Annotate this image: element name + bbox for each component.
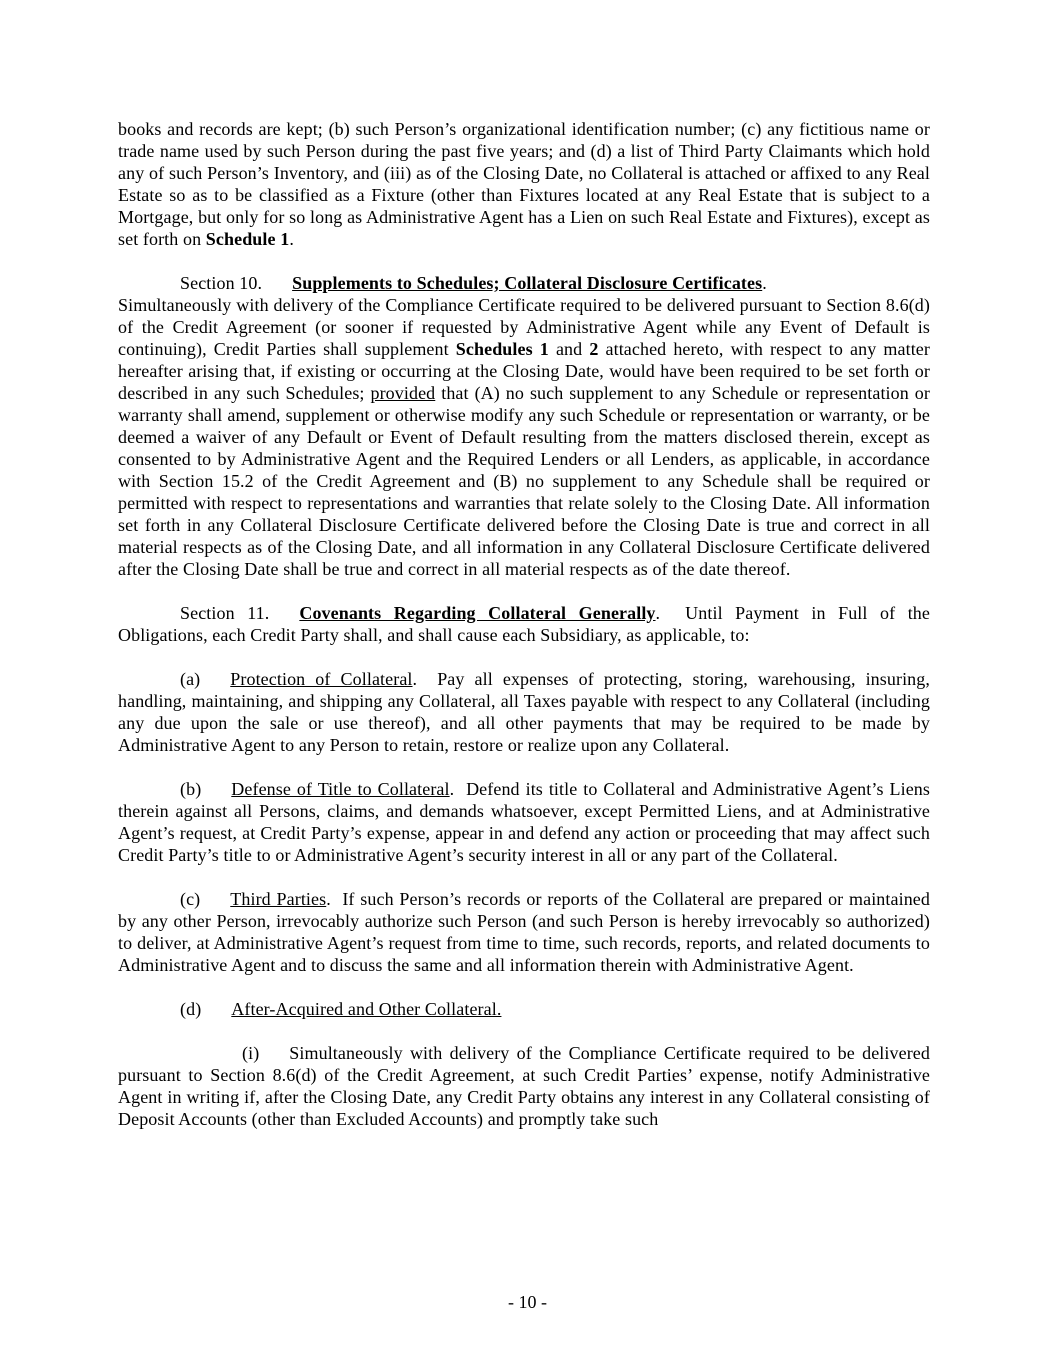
text-run: . Until Payment in Full of the Obligations, each Credit Party shall, and shall cause each Subsidiary, as applicable, to: [118,603,931,645]
text-run: that (A) no such supplement to any Schedule or representation or warranty shall amend, supplement or otherwise modify any such Schedule or representation or warranty, or be deemed a waiver of any Default or Event of Default resulting from the matters disclosed therein, except as consented to by Administrative Agent and the Required Lenders or all Lenders, as applicable, in accordance with Section 15.2 of the Credit Agreement and (B) no supplement to any Schedule shall be required or permitted with respect to representations and warranties that relate solely to the Closing Date. All information set forth in any Collateral Disclosure Certificate delivered before the Closing Date is true and correct in all material respects as of the Closing Date, and all information in any Collateral Disclosure Certificate delivered after the Closing Date shall be true and correct in all material respects as of the date thereof. [118,383,930,579]
text-run: . [289,229,294,249]
para-item-c-third-parties [118,888,930,976]
text-run: books and records are kept; (b) such Person’s organizational identification number; (c) any fictitious name or trade name used by such Person during the past five years; and (d) a list of Third Party Claimants which hold any of such Person’s Inventory, and (iii) as of the Closing Date, no Collateral is attached or affixed to any Real Estate so as to be classified as a Fixture (other than Fixtures located at any Real Estate that is subject to a Mortgage, but only for so long as Administrative Agent has a Lien on such Real Estate and Fixtures), except as set forth on [118,119,930,249]
emphasized-text-run: Third Parties [230,889,327,909]
text-run: . Defend its title to Collateral and Administrative Agent’s Liens therein against all Persons, claims, and demands whatsoever, except Permitted Liens, and at Administrative Agent’s request, at Credit Party’s expense, appear in and defend any action or proceeding that may affect such Credit Party’s title to or Administrative Agent’s security interest in all or any part of the Collateral. [118,779,930,865]
text-run: . [762,273,767,293]
text-run: (d) [180,999,202,1019]
text-run: Simultaneously with delivery of the Compliance Certificate required to be delivered pursuant to Section 8.6(d) of the Credit Agreement (or sooner if requested by Administrative Agent while any Event of Default is continuing), Credit Parties shall supplement [118,295,930,359]
text-run: . If such Person’s records or reports of the Collateral are prepared or maintained by any other Person, irrevocably authorize such Person (and such Person is hereby irrevocably so authorized) to deliver, at Administrative Agent’s request from time to time, such records, reports, and related documents to Administrative Agent and to discuss the same and all information therein with Administrative Agent. [118,889,930,975]
emphasized-text-run: Covenants Regarding Collateral Generally [299,603,656,623]
text-run: attached hereto, with respect to any matter hereafter arising that, if existing or occurring at the Closing Date, would have been required to be set forth or described in any such Schedules; [118,339,930,403]
text-run: Section 11. [180,603,270,623]
para-section-11-covenants-regarding-collateral [118,602,930,646]
text-run: and [548,339,590,359]
para-section-10-supplements-to-schedules [118,272,930,580]
emphasized-text-run: provided [370,383,436,403]
text-run: (i) [242,1043,260,1063]
emphasized-text-run: Schedule 1 [205,229,290,249]
emphasized-text-run: Protection of Collateral [230,669,413,689]
para-item-d-after-acquired-collateral [118,998,930,1020]
emphasized-text-run: 2 [589,339,599,359]
text-run: Simultaneously with delivery of the Compliance Certificate required to be delivered pursuant to Section 8.6(d) of the Credit Agreement, at such Credit Parties’ expense, notify Administrative Agent in writing if, after the Closing Date, any Credit Party obtains any interest in any Collateral consisting of Deposit Accounts (other than Excluded Accounts) and promptly take such [118,1043,930,1129]
emphasized-text-run: Schedules 1 [455,339,549,359]
text-run: Section 10. [180,273,263,293]
page-number: - 10 - [508,1292,547,1312]
para-item-a-protection-of-collateral [118,668,930,756]
para-item-d-i-deposit-accounts [118,1042,930,1130]
para-item-b-defense-of-title [118,778,930,866]
text-run: (c) [180,889,201,909]
emphasized-text-run: Defense of Title to Collateral [231,779,450,799]
document-body [118,118,930,1130]
text-run: (b) [180,779,202,799]
page-footer [0,1291,1055,1313]
para-continuation [118,118,930,250]
text-run: . Pay all expenses of protecting, storing, warehousing, insuring, handling, maintaining, and shipping any Collateral, all Taxes payable with respect to any Collateral (including any due upon the sale or use thereof), and all other payments that may be required to be made by Administrative Agent to any Person to retain, restore or realize upon any Collateral. [118,669,930,755]
emphasized-text-run: Supplements to Schedules; Collateral Disclosure Certificates [292,273,763,293]
text-run: (a) [180,669,201,689]
emphasized-text-run: After-Acquired and Other Collateral. [231,999,502,1019]
